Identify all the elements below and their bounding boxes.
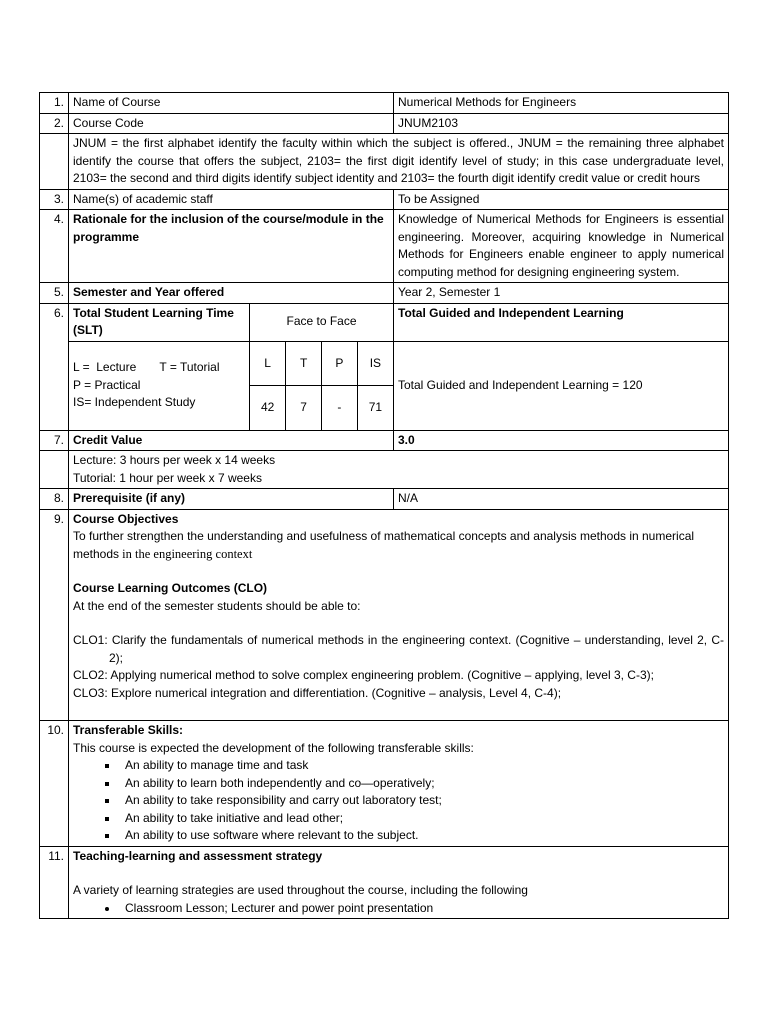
list-item: ▪ An ability to take initiative and lead other; (119, 810, 724, 828)
legend-independent-study: IS= Independent Study (73, 395, 196, 410)
list-item: ▪ An ability to manage time and task (119, 757, 724, 775)
course-name-label: Name of Course (69, 93, 394, 114)
rationale-value: Knowledge of Numerical Methods for Engineers is essential engineering. Moreover, acquiring knowledge in Numerical Methods for Engineers enable engineer to apply numerical computing method for designing engineering system. (394, 210, 729, 283)
row-number: 4. (40, 210, 69, 283)
skills-intro: This course is expected the development of the following transferable skills: (73, 740, 474, 755)
strategy-title: Teaching-learning and assessment strategy (73, 848, 323, 863)
transferable-skills (69, 721, 729, 847)
tutorial-hours: 7 (286, 386, 322, 430)
practical-hours: - (322, 386, 358, 430)
slt-breakdown (250, 341, 394, 430)
strategy-intro: A variety of learning strategies are used throughout the course, including the following (73, 883, 528, 897)
rationale-label: Rationale for the inclusion of the course/module in the programme (69, 210, 394, 283)
academic-staff-label: Name(s) of academic staff (69, 189, 394, 210)
row-10 (40, 721, 729, 847)
col-practical: P (322, 342, 358, 386)
row-6 (40, 303, 729, 341)
guided-learning-header: Total Guided and Independent Learning (394, 303, 729, 341)
credit-value-label: Credit Value (69, 430, 394, 451)
skills-list (73, 757, 724, 845)
lecture-hours-note: Lecture: 3 hours per week x 14 weeks (73, 453, 276, 467)
lecture-hours: 42 (260, 400, 275, 414)
academic-staff-value: To be Assigned (394, 189, 729, 210)
row-1 (40, 93, 729, 114)
row-number: 11. (40, 846, 69, 919)
objectives-text: To further strengthen the understanding and usefulness of mathematical concepts and analysis methods in numerical methods in the engineering context (73, 529, 695, 561)
row-number: 2. (40, 113, 69, 134)
skills-title: Transferable Skills: (73, 723, 184, 737)
row-2-note (40, 134, 729, 190)
col-tutorial: T (286, 342, 322, 386)
independent-study-hours: 71 (357, 386, 393, 430)
row-number: 1. (40, 93, 69, 114)
row-11 (40, 846, 729, 919)
row-3 (40, 189, 729, 210)
row-7-note (40, 451, 729, 489)
prerequisite-label: Prerequisite (if any) (69, 489, 394, 510)
credit-breakdown (69, 451, 729, 489)
credit-value: 3.0 (394, 430, 729, 451)
course-code-explanation: JNUM = the first alphabet identify the faculty within which the subject is offered., JNUM = the remaining three alphabet identify the course that offers the subject, 2103= the first digit identify level of study; in this case undergraduate level, 2103= the second and third digits identify subject identity and 2103= the fourth digit identify credit value or credit hours (69, 134, 729, 190)
legend-lecture-tutorial: L = Lecture T = Tutorial (73, 360, 220, 375)
row-4 (40, 210, 729, 283)
row-number: 10. (40, 721, 69, 847)
clo-1: CLO1: Clarify the fundamentals of numerical methods in the engineering context. (Cognitive – understanding, level 2, C-2); (73, 633, 724, 665)
course-code-label: Course Code (69, 113, 394, 134)
row-5 (40, 283, 729, 304)
slt-legend (69, 341, 250, 430)
row-number: 6. (40, 303, 69, 430)
list-item: ▪ An ability to use software where relevant to the subject. (119, 827, 724, 845)
semester-value: Year 2, Semester 1 (394, 283, 729, 304)
row-9 (40, 509, 729, 721)
row-2 (40, 113, 729, 134)
course-info-table (39, 92, 729, 919)
course-objectives (69, 509, 729, 721)
slt-label: Total Student Learning Time (SLT) (69, 303, 250, 341)
list-item: ▪ An ability to take responsibility and carry out laboratory test; (119, 792, 724, 810)
strategy-list (73, 900, 724, 918)
row-number: 9. (40, 509, 69, 721)
course-code-value: JNUM2103 (394, 113, 729, 134)
row-number: 5. (40, 283, 69, 304)
teaching-strategy (69, 846, 729, 919)
row-8 (40, 489, 729, 510)
row-number: 3. (40, 189, 69, 210)
semester-label: Semester and Year offered (69, 283, 394, 304)
list-item: • Classroom Lesson; Lecturer and power point presentation (119, 900, 724, 918)
clo-2: CLO2: Applying numerical method to solve complex engineering problem. (Cognitive – applying, level 3, C-3); (73, 668, 654, 682)
col-independent-study: IS (357, 342, 393, 386)
clo-intro: At the end of the semester students should be able to: (73, 598, 361, 613)
objectives-title: Course Objectives (73, 511, 179, 526)
clo-3: CLO3: Explore numerical integration and differentiation. (Cognitive – analysis, Level 4, C-4); (73, 685, 562, 700)
tutorial-hours-note: Tutorial: 1 hour per week x 7 weeks (73, 470, 262, 485)
row-number: 8. (40, 489, 69, 510)
row-6-detail (40, 341, 729, 430)
col-lecture: L (250, 342, 286, 386)
course-name-value: Numerical Methods for Engineers (394, 93, 729, 114)
row-7 (40, 430, 729, 451)
slt-breakdown-table (250, 342, 393, 430)
legend-practical: P = Practical (73, 377, 141, 392)
face-to-face-header: Face to Face (250, 303, 394, 341)
list-item: ▪ An ability to learn both independently and co—operatively; (119, 775, 724, 793)
clo-title: Course Learning Outcomes (CLO) (73, 581, 268, 595)
row-number: 7. (40, 430, 69, 451)
guided-learning-total: Total Guided and Independent Learning = 120 (394, 341, 729, 430)
prerequisite-value: N/A (394, 489, 729, 510)
